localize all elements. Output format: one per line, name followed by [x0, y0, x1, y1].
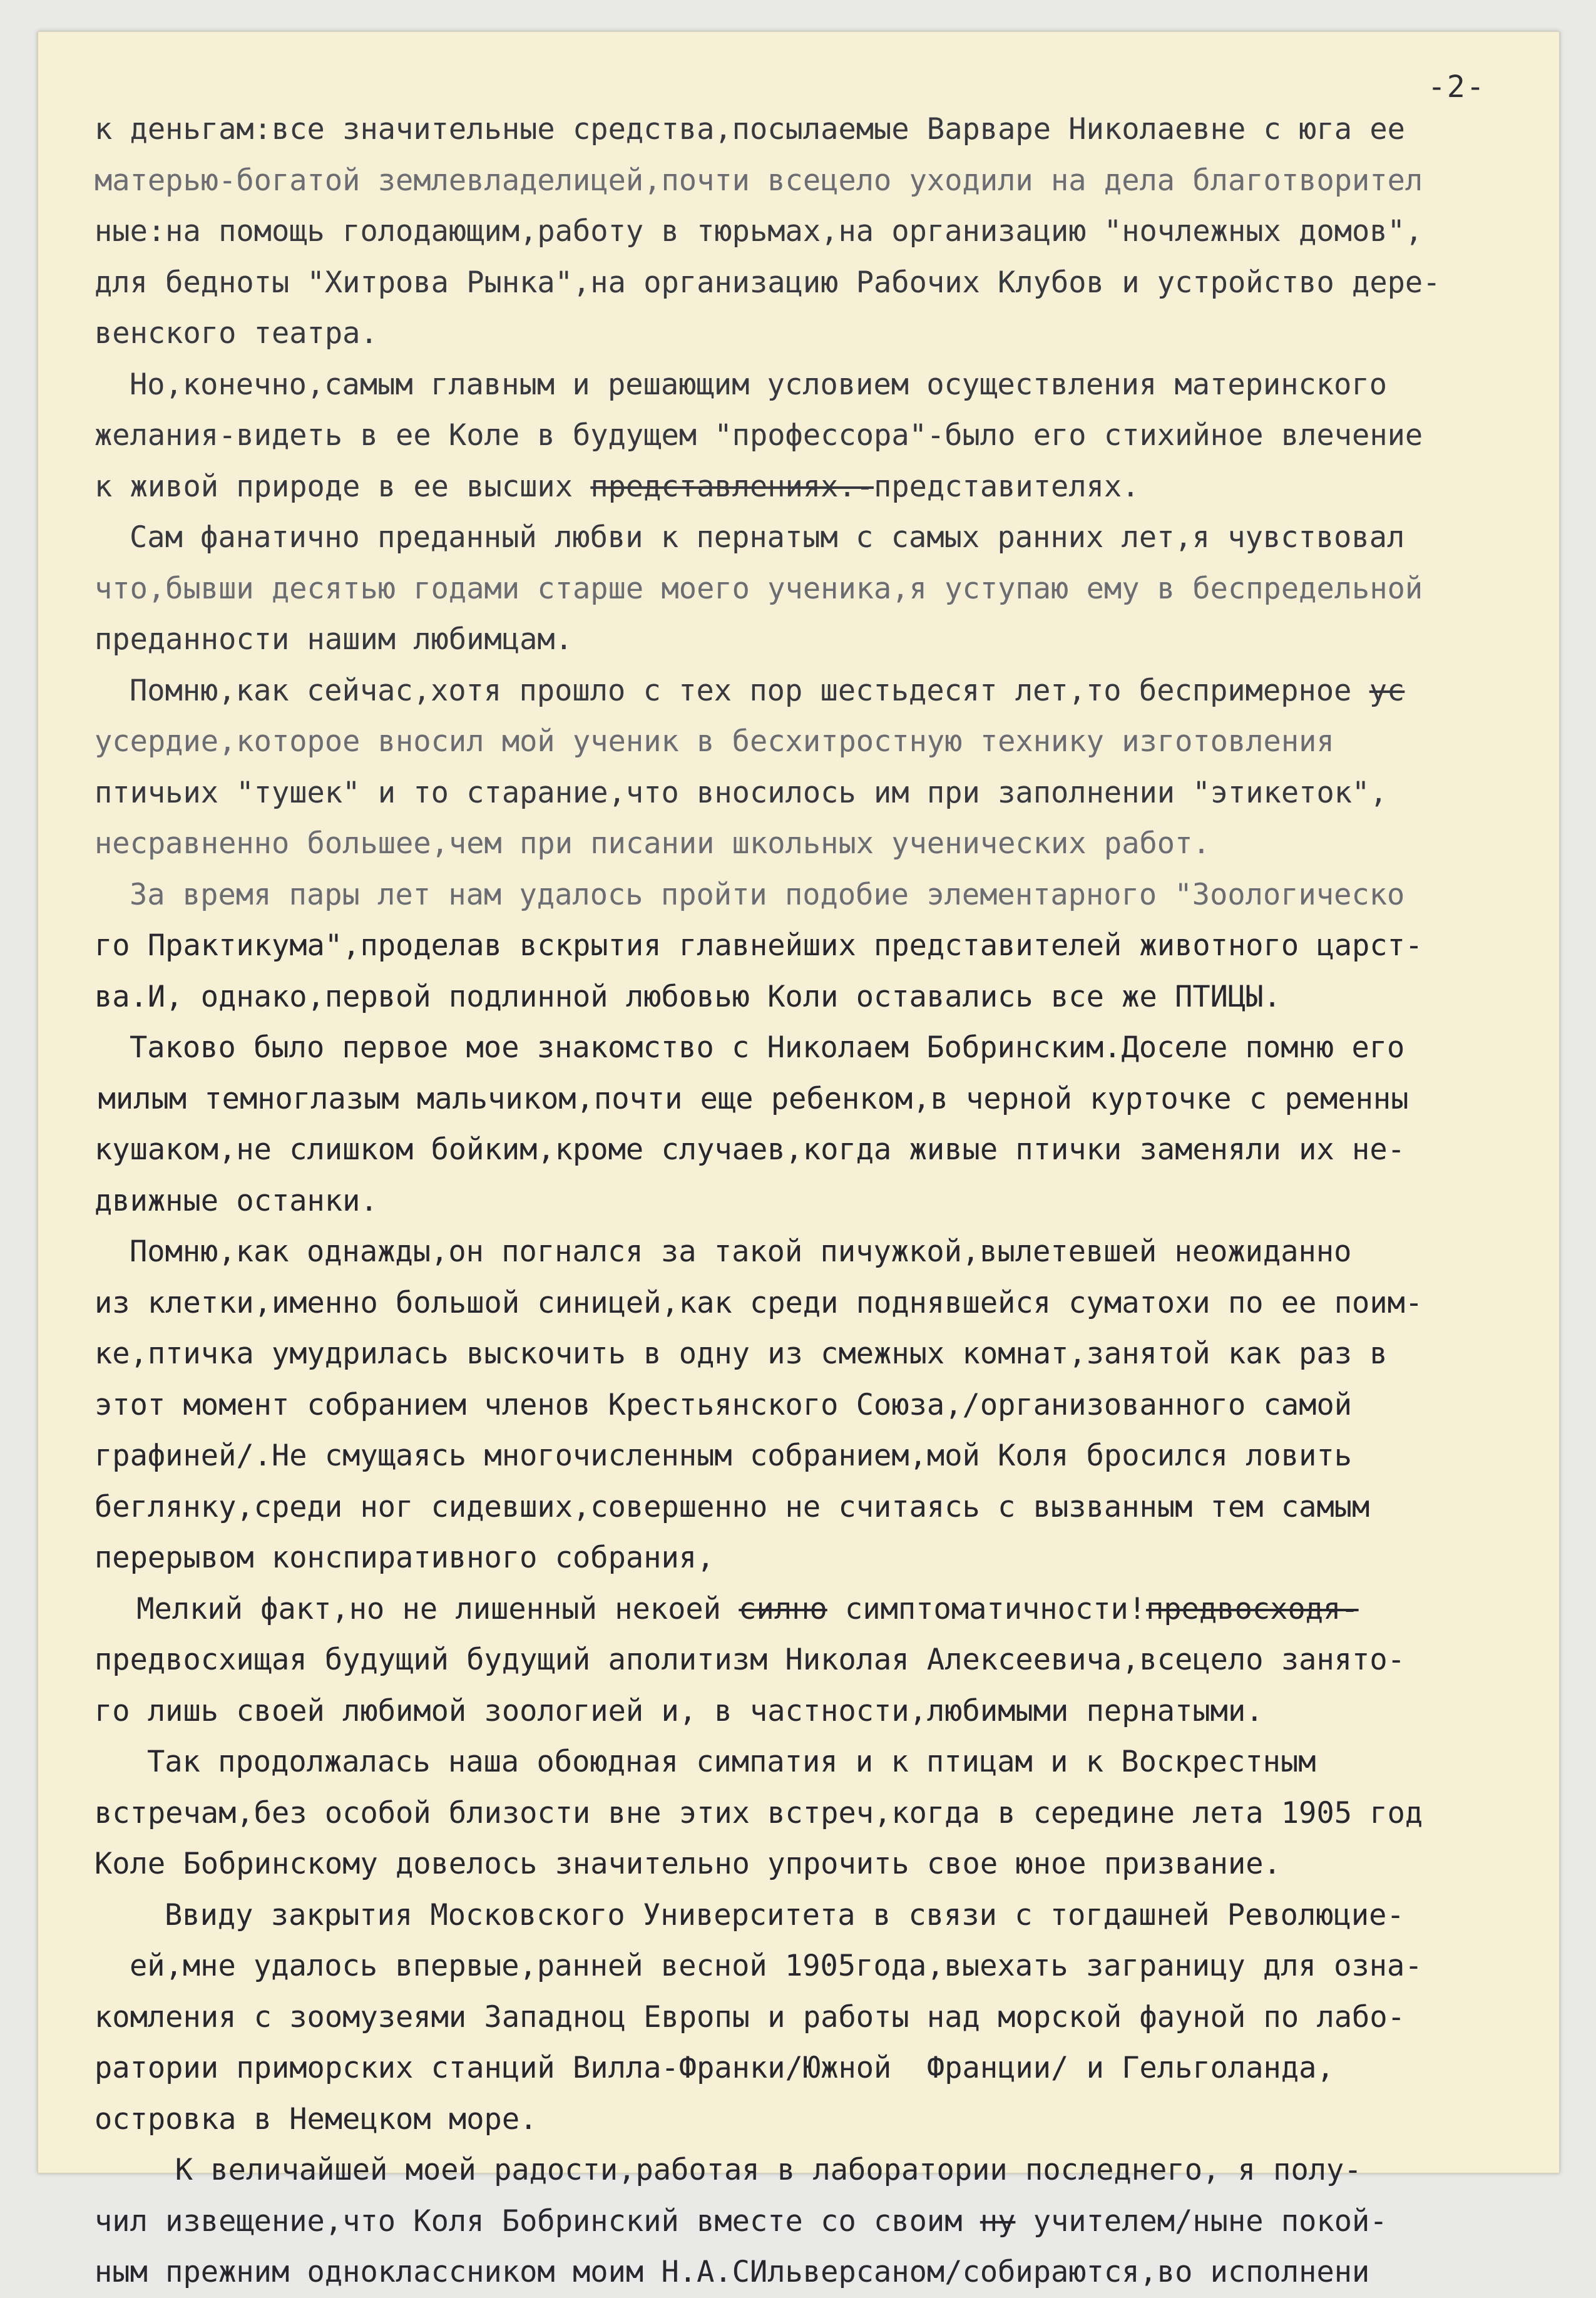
line-text: к живой природе в ее высших — [95, 469, 591, 504]
line-text: кушаком,не слишком бойким,кроме случаев,когда живые птички заменяли их не- — [95, 1132, 1405, 1167]
line-text: Помню,как однажды,он погнался за такой пичужкой,вылетевшей неожиданно — [130, 1234, 1352, 1269]
page-body — [95, 104, 1559, 2298]
line-text: Так продолжалась наша обоюдная симпатия и к птицам и к Воскрестным — [147, 1745, 1316, 1779]
text-line — [95, 2196, 1559, 2247]
line-text: го Практикума",проделав вскрытия главнейших представителей животного царст- — [95, 928, 1423, 963]
struck-out-text: предвосходя- — [1146, 1591, 1359, 1626]
line-text: предвосхищая будущий будущий аполитизм Николая Алексеевича,всецело занято- — [95, 1643, 1405, 1677]
text-line — [95, 155, 1559, 207]
text-line — [95, 1686, 1559, 1737]
text-line — [95, 1430, 1559, 1482]
line-text: желания-видеть в ее Коле в будущем "профессора"-было его стихийное влечение — [95, 418, 1423, 453]
line-text: ва.И, однако,первой подлинной любовью Коли оставались все же ПТИЦЫ. — [95, 979, 1281, 1014]
line-text: графиней/.Не смущаясь многочисленным собранием,мой Коля бросился ловить — [95, 1439, 1353, 1473]
line-text: усердие,которое вносил мой ученик в бесхитростную технику изготовления — [95, 724, 1334, 759]
text-line — [95, 1226, 1559, 1278]
line-text: к деньгам:все значительные средства,посылаемые Варваре Николаевне с юга ее — [95, 112, 1405, 146]
text-line — [95, 1124, 1559, 1176]
line-text: Ввиду закрытия Московского Университета в связи с тогдашней Революцие- — [165, 1897, 1404, 1932]
line-text: Мелкий факт,но не лишенный некоей — [136, 1591, 739, 1626]
line-text: ратории приморских станций Вилла-Франки/Южной Франции/ и Гельголанда, — [95, 2051, 1334, 2085]
text-line — [95, 869, 1559, 921]
text-line — [95, 1176, 1559, 1227]
line-text: За время пары лет нам удалось пройти подобие элементарного "Зоологическо — [130, 877, 1405, 912]
line-text: птичьих "тушек" и то старание,что вносилось им при заполнении "этикеток", — [95, 775, 1388, 810]
line-text: милым темноглазым мальчиком,почти еще ребенком,в черной курточке с ременны — [98, 1081, 1409, 1116]
text-line — [95, 308, 1559, 359]
text-line — [95, 461, 1559, 513]
line-text: чил извещение,что Коля Бобринский вместе со своим — [95, 2203, 980, 2239]
text-line — [95, 767, 1559, 819]
text-line — [95, 1328, 1559, 1380]
text-line — [95, 665, 1559, 717]
line-text: ке,птичка умудрилась выскочить в одну из смежных комнат,занятой как раз в — [95, 1336, 1388, 1371]
line-text: Помню,как сейчас,хотя прошло с тех пор шестьдесят лет,то беспримерное — [130, 673, 1369, 708]
line-text: островка в Немецком море. — [95, 2101, 538, 2136]
text-line — [95, 920, 1559, 972]
text-line — [95, 2043, 1559, 2094]
text-line — [95, 1380, 1559, 1431]
line-text: движные останки. — [95, 1183, 378, 1218]
line-text: из клетки,именно большой синицей,как среди поднявшейся суматохи по ее поим- — [95, 1285, 1423, 1320]
text-line — [95, 512, 1559, 563]
struck-out-text: ус — [1369, 673, 1405, 708]
text-line — [95, 614, 1559, 665]
text-line — [95, 2247, 1559, 2298]
text-line — [95, 1278, 1559, 1329]
text-line — [95, 2094, 1559, 2145]
line-text: венского театра. — [95, 316, 378, 351]
text-line — [95, 1788, 1559, 1839]
text-line — [95, 1736, 1559, 1788]
line-text: учителем/ныне покой- — [1015, 2203, 1388, 2239]
text-line — [95, 257, 1559, 309]
text-line — [95, 563, 1559, 615]
line-text: представителях. — [874, 469, 1140, 504]
text-line — [95, 1482, 1559, 1533]
typewritten-page — [38, 31, 1560, 2289]
line-text: Таково было первое мое знакомство с Николаем Бобринским.Доселе помню его — [130, 1030, 1405, 1065]
text-line — [95, 1839, 1559, 1890]
text-line — [95, 206, 1559, 257]
text-line — [95, 1890, 1559, 1941]
text-line — [95, 1022, 1559, 1074]
struck-out-text: ну — [980, 2203, 1016, 2239]
text-line — [95, 1634, 1559, 1686]
line-text: ным прежним одноклассником моим Н.А.СИльверсаном/собираются,во исполнени — [95, 2255, 1370, 2289]
line-text: ей,мне удалось впервые,ранней весной 1905года,выехать заграницу для озна- — [130, 1949, 1423, 1983]
text-line — [95, 1584, 1559, 1635]
text-line — [95, 972, 1559, 1023]
text-line — [95, 410, 1559, 461]
line-text: го лишь своей любимой зоологией и, в частности,любимыми пернатыми. — [95, 1693, 1264, 1728]
line-text: Коле Бобринскому довелось значительно упрочить свое юное призвание. — [95, 1847, 1281, 1881]
text-line — [95, 818, 1559, 869]
line-text: матерью-богатой землевладелицей,почти всецело уходили на дела благотворител — [95, 163, 1423, 198]
line-text: Но,конечно,самым главным и решающим условием осуществления материнского — [130, 367, 1388, 402]
line-text: преданности нашим любимцам. — [95, 622, 573, 657]
struck-out-text: представлениях.- — [590, 469, 874, 504]
text-line — [95, 1532, 1559, 1584]
line-text: комления с зоомузеями Западноц Европы и работы над морской фауной по лабо- — [95, 1999, 1405, 2034]
line-text: встречам,без особой близости вне этих встреч,когда в середине лета 1905 год — [95, 1795, 1423, 1830]
struck-out-text: силно — [739, 1591, 827, 1626]
text-line — [95, 1074, 1559, 1125]
text-line — [95, 1992, 1559, 2043]
line-text: для бедноты "Хитрова Рынка",на организацию Рабочих Клубов и устройство дере- — [95, 265, 1441, 300]
line-text: этот момент собранием членов Крестьянского Союза,/организованного самой — [95, 1387, 1353, 1422]
text-line — [95, 1941, 1559, 1992]
line-text: беглянку,среди ног сидевших,совершенно не считаясь с вызванным тем самым — [95, 1489, 1370, 1524]
line-text: что,бывши десятью годами старше моего ученика,я уступаю ему в беспредельной — [95, 571, 1423, 606]
text-line — [95, 2145, 1559, 2196]
text-line — [95, 104, 1559, 155]
text-line — [95, 716, 1559, 767]
line-text: несравненно большее,чем при писании школьных ученических работ. — [95, 826, 1210, 861]
line-text: Сам фанатично преданный любви к пернатым с самых ранних лет,я чувствовал — [130, 520, 1405, 555]
page-number: -2- — [1428, 69, 1486, 105]
line-text: симптоматичности! — [827, 1591, 1147, 1626]
line-text: К величайшей моей радости,работая в лаборатории последнего, я полу- — [175, 2153, 1362, 2187]
line-text: ные:на помощь голодающим,работу в тюрьмах,на организацию "ночлежных домов", — [95, 214, 1423, 249]
text-line — [95, 359, 1559, 411]
line-text: перерывом конспиративного собрания, — [95, 1541, 715, 1575]
